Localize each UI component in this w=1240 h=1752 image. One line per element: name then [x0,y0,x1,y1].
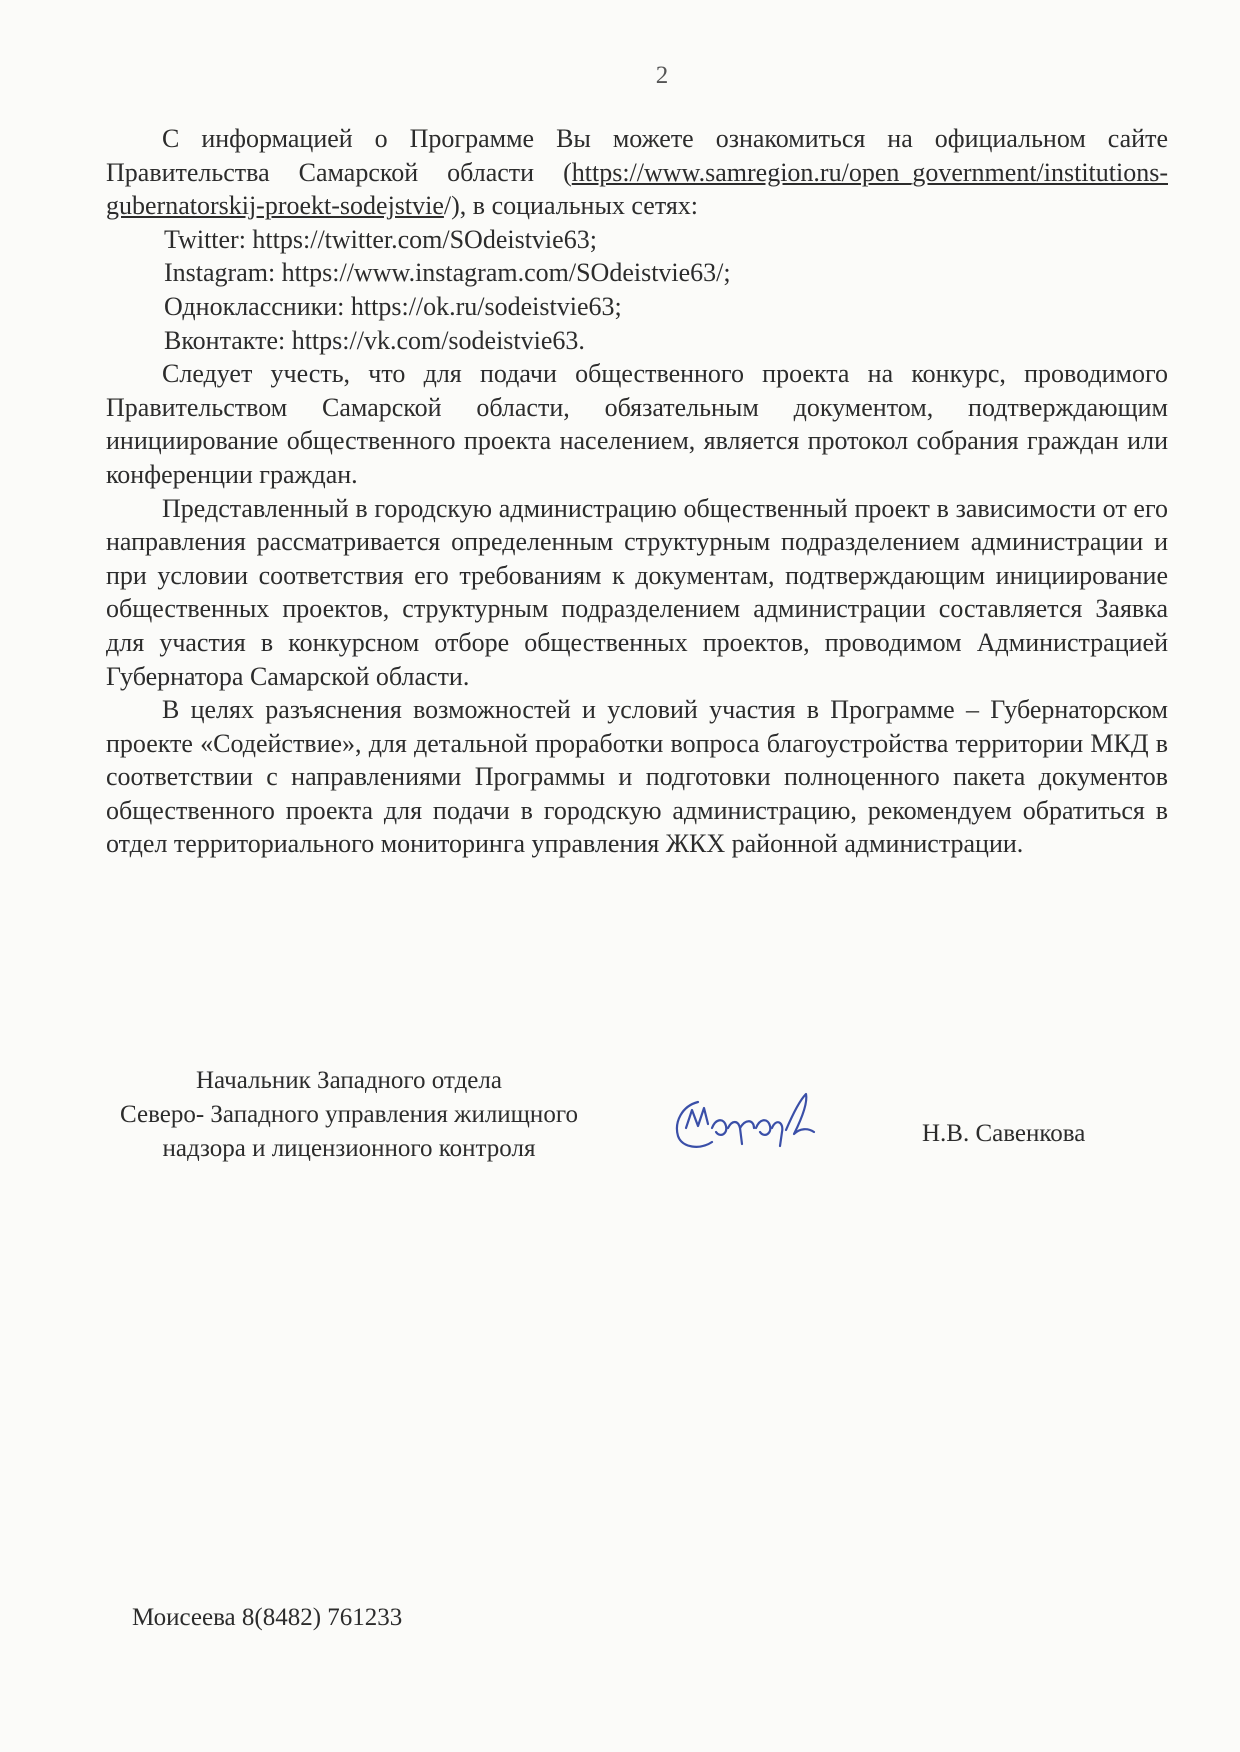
social-twitter: Twitter: https://twitter.com/SOdeistvie63; [164,224,597,254]
position-line: надзора и лицензионного контроля [162,1135,536,1162]
letter-body [106,122,1168,861]
social-odnoklassniki: Одноклассники: https://ok.ru/sodeistvie63; [164,291,622,321]
signature-strokes [677,1094,814,1147]
contact-line: Моисеева 8(8482) 761233 [132,1604,403,1631]
position-line: Северо- Западного управления жилищного [120,1101,578,1128]
program-info-intro: С информацией о Программе Вы можете ознакомиться на официальном сайте Правительства Самарской области ( [106,124,1168,187]
signatory-position [120,1064,578,1166]
signer-name: Н.В. Савенкова [922,1120,1086,1147]
social-instagram: Instagram: https://www.instagram.com/SOdeistvie63/; [164,258,731,288]
handwritten-signature [668,1088,828,1158]
position-line: Начальник Западного отдела [195,1067,502,1094]
paragraph-project-review: Представленный в городскую администрацию общественный проект в зависимости от его направления рассматривается определенным структурным подразделением администрации и при условии соответствия его требованиям к документам, подтверждающим инициирование общественных проектов, структурным подразделением администрации составляется Заявка для участия в конкурсном отборе общественных проектов, проводимом Администрацией Губернатора Самарской области. [106,493,1168,691]
program-info-outro: /), в социальных сетях: [443,191,699,221]
page-number: 2 [655,62,669,89]
paragraph-recommendation: В целях разъяснения возможностей и условий участия в Программе – Губернаторском проекте «Содействие», для детальной проработки вопроса благоустройства территории МКД в соответствии с направлениями Программы и подготовки полноценного пакета документов общественного проекта для подачи в городскую администрацию, рекомендуем обратиться в отдел территориального мониторинга управления ЖКХ районной администрации. [106,695,1168,859]
official-site-link[interactable]: https://www.samregion.ru/open_government/institutions-gubernatorskij-proekt-sodejstvie [106,157,1168,221]
paragraph-program-info [106,122,1168,223]
paragraph-protocol: Следует учесть, что для подачи общественного проекта на конкурс, проводимого Правительством Самарской области, обязательным документом, подтверждающим инициирование общественного проекта населением, является протокол собрания граждан или конференции граждан. [106,359,1168,489]
social-vkontakte: Вконтакте: https://vk.com/sodeistvie63. [164,325,585,355]
